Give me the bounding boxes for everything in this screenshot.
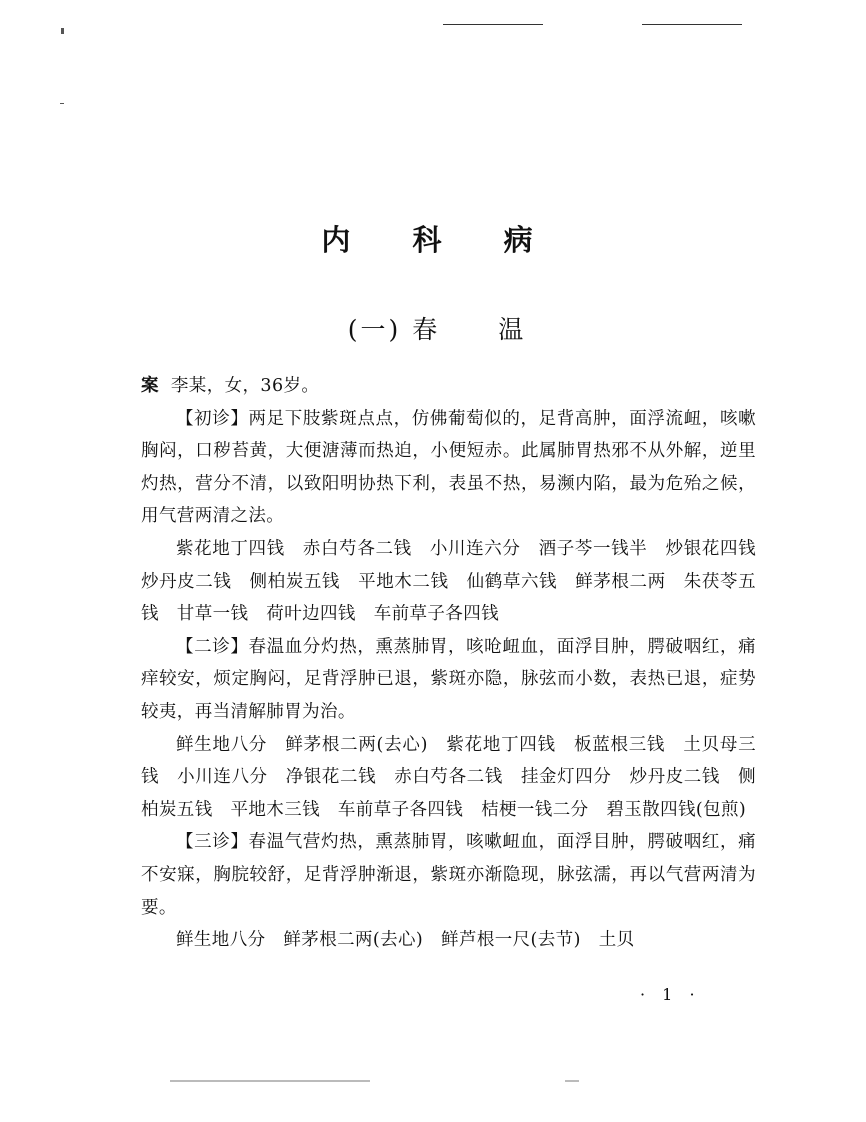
header-rule-right xyxy=(642,24,742,25)
section-number: (一) xyxy=(347,315,402,344)
section-name-first: 春 xyxy=(412,315,441,344)
visit-1-label: 【初诊】 xyxy=(176,408,249,429)
scan-speck xyxy=(60,103,64,104)
visit-3-label: 【三诊】 xyxy=(176,832,249,853)
section-name-second: 温 xyxy=(498,315,527,344)
prescription-2: 鲜生地八分 鲜茅根二两(去心) 紫花地丁四钱 板蓝根三钱 土贝母三钱 小川连八分 净银花二钱 赤白芍各二钱 挂金灯四分 炒丹皮二钱 侧柏炭五钱 平地木三钱 车前草子各四钱 桔梗一钱二分 碧玉散四钱(包煎) xyxy=(141,734,756,820)
case-label: 案 xyxy=(141,376,159,396)
prescription-3: 鲜生地八分 鲜茅根二两(去心) 鲜芦根一尺(去节) 土贝 xyxy=(176,930,635,951)
visit-2-text: 春温血分灼热，熏蒸肺胃，咳呛衄血，面浮目肿，腭破咽红，痛痒较安，烦定胸闷，足背浮肿已退，紫斑亦隐，脉弦而小数，表热已退，症势较夷，再当清解肺胃为治。 xyxy=(141,636,756,722)
prescription-1: 紫花地丁四钱 赤白芍各二钱 小川连六分 酒子芩一钱半 炒银花四钱 炒丹皮二钱 侧柏炭五钱 平地木二钱 仙鹤草六钱 鲜茅根二两 朱茯苓五钱 甘草一钱 荷叶边四钱 车前草子各四钱 xyxy=(141,538,774,625)
case-line xyxy=(141,370,756,403)
scan-speck xyxy=(61,28,64,34)
visit-3-paragraph xyxy=(141,826,756,924)
visit-1-text: 两足下肢紫斑点点，仿佛葡萄似的，足背高肿，面浮流衄，咳嗽胸闷，口秽苔黄，大便溏薄而热迫，小便短赤。此属肺胃热邪不从外解，逆里灼热，营分不清，以致阳明协热下利，表虽不热，易濒内陷，最为危殆之候，用气营两清之法。 xyxy=(141,408,756,527)
header-rule-left xyxy=(443,24,543,25)
case-patient: 李某，女，36岁。 xyxy=(170,376,320,396)
chapter-title: 内 科 病 xyxy=(321,223,559,257)
page-number: · 1 · xyxy=(640,985,701,1004)
visit-2-paragraph xyxy=(141,631,756,729)
visit-1-paragraph xyxy=(141,403,756,533)
visit-3-text: 春温气营灼热，熏蒸肺胃，咳嗽衄血，面浮目肿，腭破咽红，痛不安寐，胸脘较舒，足背浮肿渐退，紫斑亦渐隐现，脉弦濡，再以气营两清为要。 xyxy=(141,832,756,918)
section-title xyxy=(0,310,866,346)
article-body xyxy=(141,370,774,957)
scan-noise xyxy=(565,1080,579,1082)
visit-2-label: 【二诊】 xyxy=(176,636,249,657)
scan-noise xyxy=(170,1080,370,1082)
